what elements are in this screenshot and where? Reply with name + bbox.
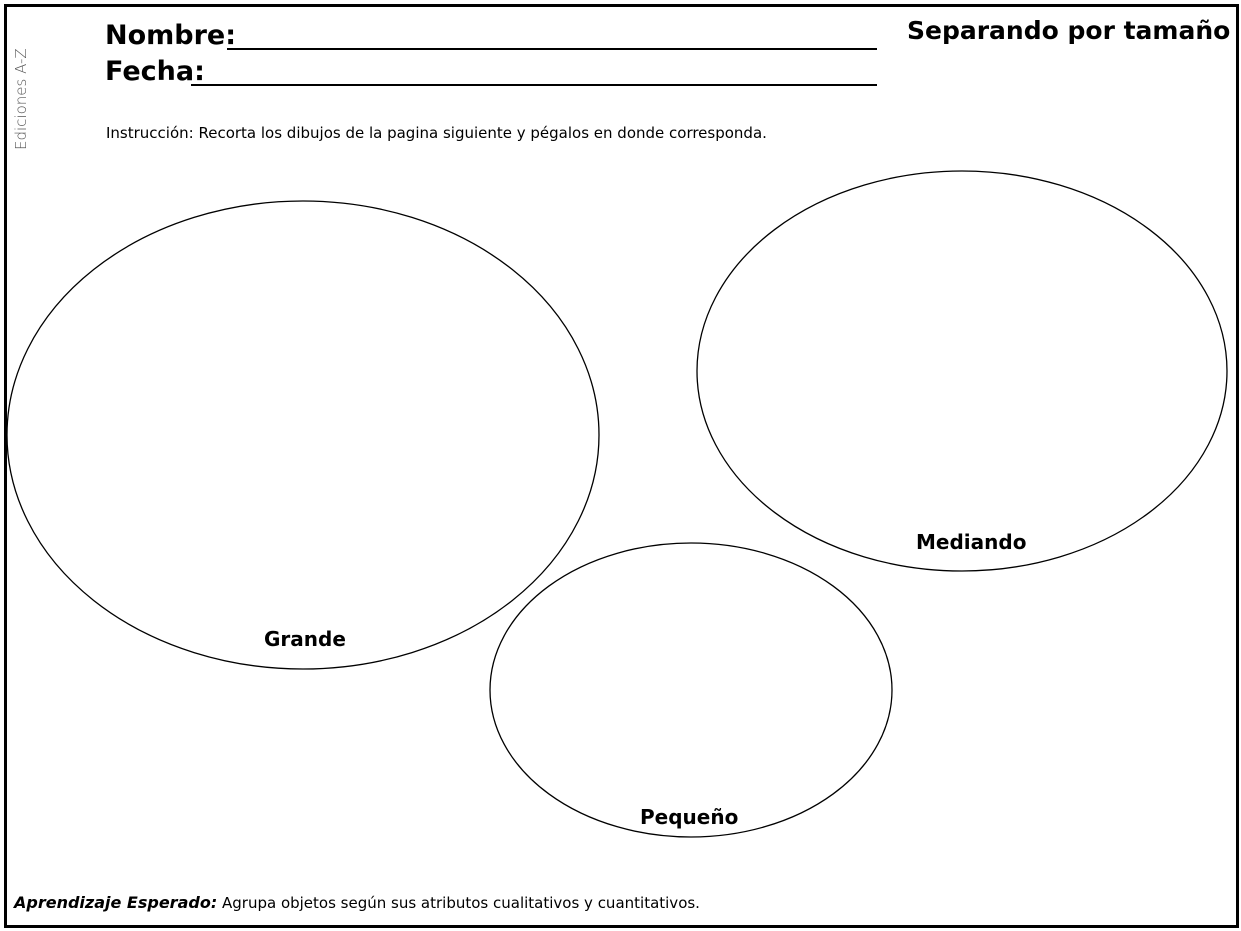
large-oval[interactable] <box>7 201 599 669</box>
worksheet-title: Separando por tamaño <box>907 16 1231 45</box>
small-oval[interactable] <box>490 543 892 837</box>
instruction-text: Instrucción: Recorta los dibujos de la pagina siguiente y pégalos en donde corresponda. <box>106 124 767 142</box>
learning-objective-label: Aprendizaje Esperado: <box>14 893 218 912</box>
name-label: Nombre: <box>105 20 237 51</box>
learning-objective <box>14 893 700 912</box>
date-label: Fecha: <box>105 56 205 87</box>
publisher-credit: Ediciones A-Z <box>12 48 30 150</box>
medium-oval-label: Mediando <box>916 530 1027 554</box>
small-oval-label: Pequeño <box>640 805 739 829</box>
learning-objective-text: Agrupa objetos según sus atributos cualitativos y cuantitativos. <box>222 894 700 912</box>
medium-oval[interactable] <box>697 171 1227 571</box>
large-oval-label: Grande <box>264 627 346 651</box>
